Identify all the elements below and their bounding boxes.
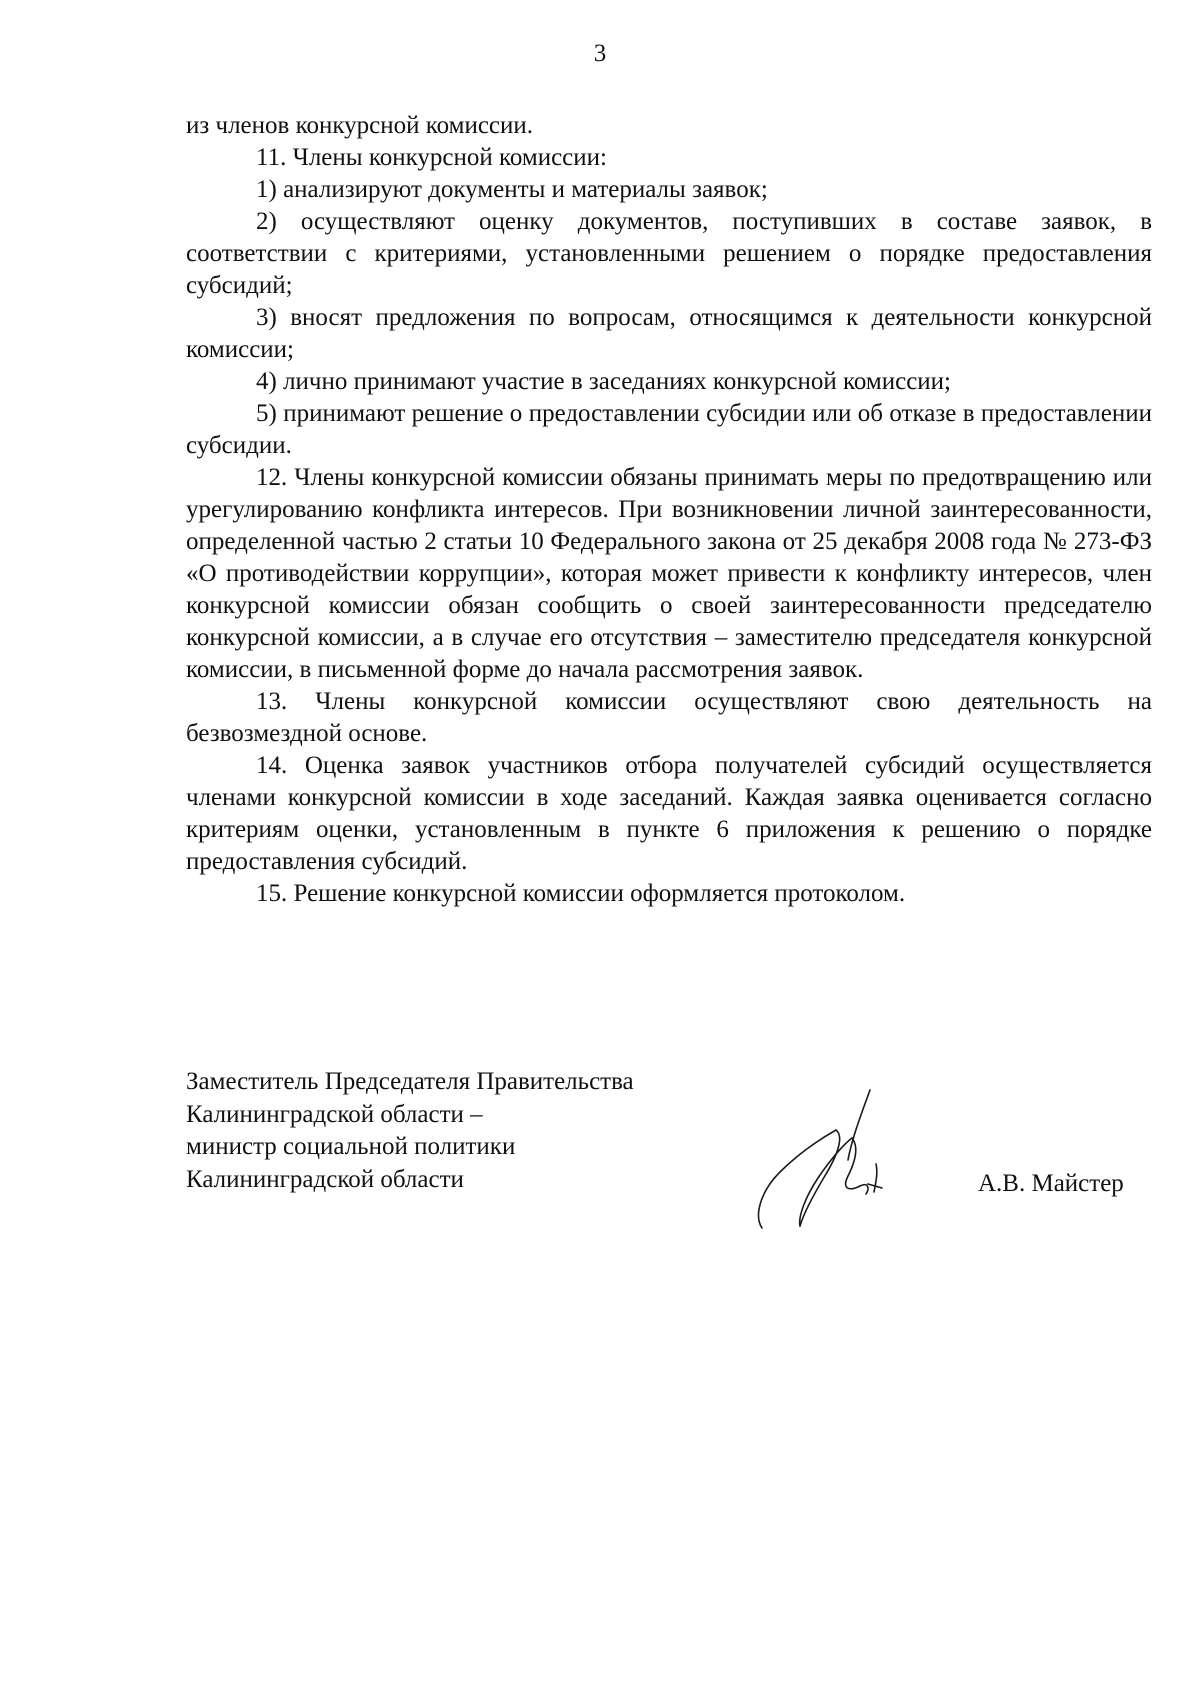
paragraph-subitem-5: 5) принимают решение о предоставлении субсидии или об отказе в предоставлении субсидии. [186,400,1152,459]
paragraph-item-13: 13. Члены конкурсной комиссии осуществляют свою деятельность на безвозмездной основе. [186,688,1152,747]
signer-position-line: министр социальной политики [186,1133,516,1160]
signer-position-line: Калининградской области – [186,1100,483,1128]
paragraph-continuation: из членов конкурсной комиссии. [186,112,534,139]
paragraph-subitem-2: 2) осуществляют оценку документов, поступивших в составе заявок, в соответствии с критериями, установленными решением о порядке предоставления субсидий; [186,208,1152,299]
document-body [186,110,1152,910]
signer-position-line: Заместитель Председателя Правительства [186,1068,634,1095]
paragraph-item-14: 14. Оценка заявок участников отбора получателей субсидий осуществляется членами конкурсной комиссии в ходе заседаний. Каждая заявка оценивается согласно критериям оценки, установленным в пункте 6 приложения к решению о порядке предоставления субсидий. [186,752,1152,875]
handwritten-signature [752,1088,912,1238]
paragraph-subitem-4: 4) лично принимают участие в заседаниях конкурсной комиссии; [256,368,951,395]
paragraph-item-15: 15. Решение конкурсной комиссии оформляется протоколом. [256,880,906,907]
signer-position-line: Калининградской области [186,1165,464,1193]
page-number: 3 [593,40,607,67]
paragraph-subitem-1: 1) анализируют документы и материалы заявок; [256,176,768,203]
paragraph-item-12: 12. Члены конкурсной комиссии обязаны принимать меры по предотвращению или урегулированию конфликта интересов. При возникновении личной заинтересованности, определенной частью 2 статьи 10 Федерального закона от 25 декабря 2008 года № 273-ФЗ «О противодействии коррупции», которая может привести к конфликту интересов, член конкурсной комиссии обязан сообщить о своей заинтересованности председателю конкурсной комиссии, а в случае его отсутствия – заместителю председателя конкурсной комиссии, в письменной форме до начала рассмотрения заявок. [186,464,1152,683]
paragraph-subitem-3: 3) вносят предложения по вопросам, относящимся к деятельности конкурсной комиссии; [186,304,1152,363]
paragraph-item-11: 11. Члены конкурсной комиссии: [256,144,607,171]
signer-position [186,1066,634,1196]
signer-name: А.В. Майстер [978,1170,1124,1197]
